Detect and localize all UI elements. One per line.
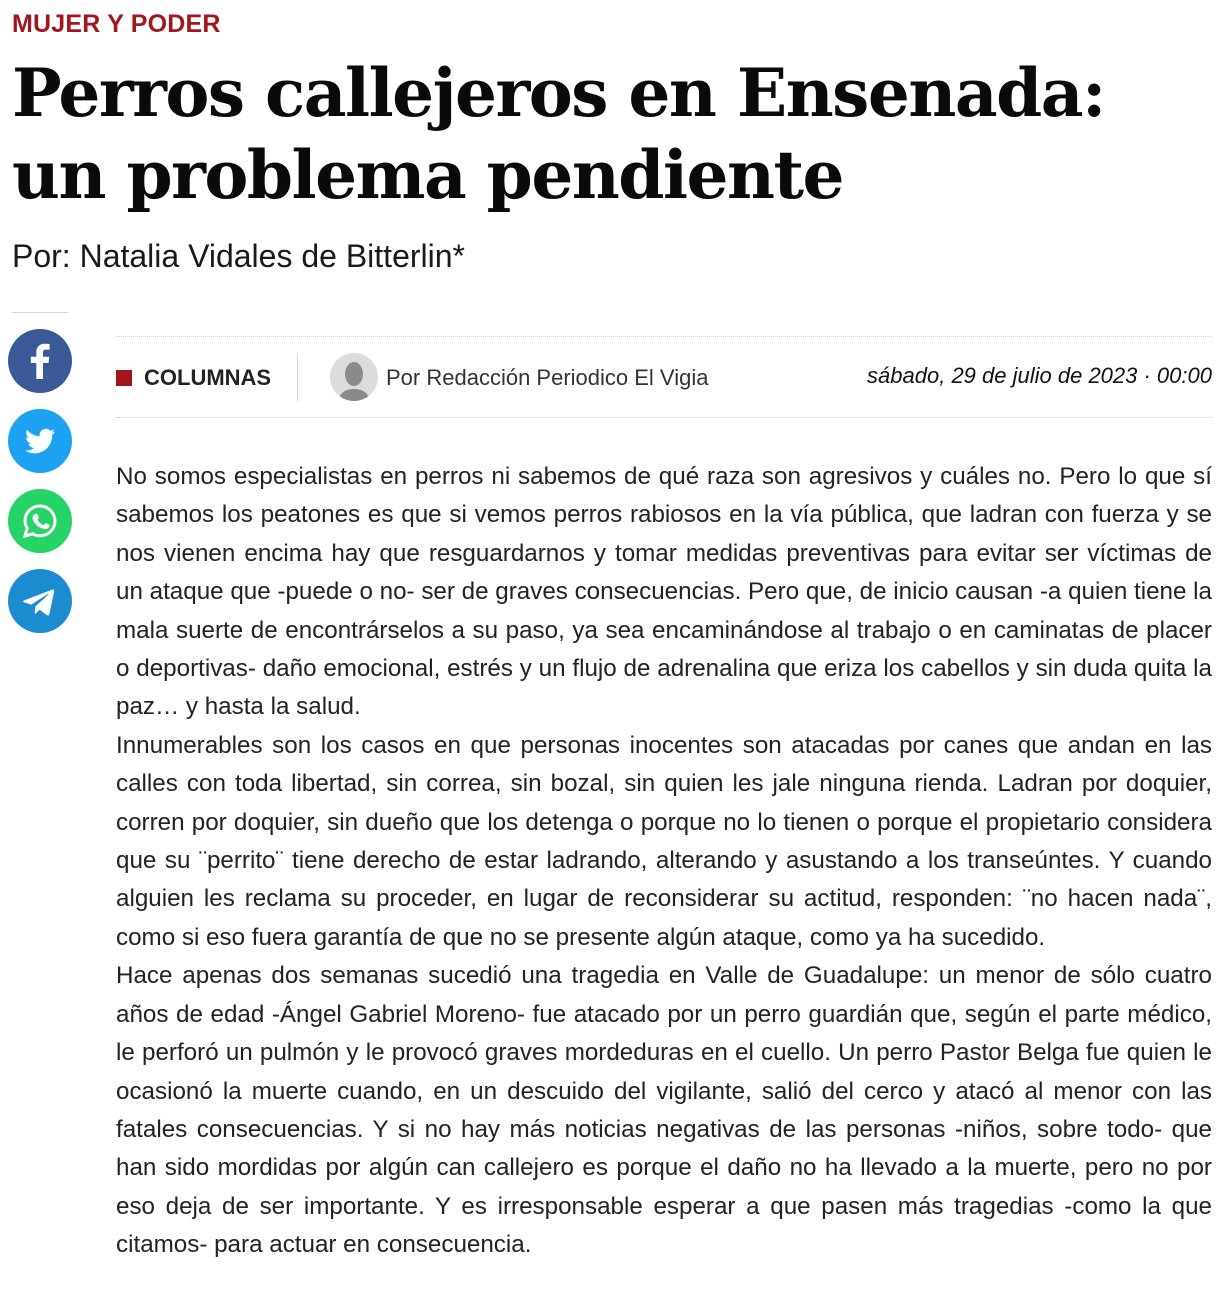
category-marker	[116, 370, 132, 386]
twitter-icon	[8, 409, 72, 473]
article-meta-bar	[116, 336, 1212, 418]
share-facebook-button[interactable]	[8, 329, 72, 393]
article-paragraph: Hace apenas dos semanas sucedió una tragedia en Valle de Guadalupe: un menor de sólo cuatro años de edad -Ángel Gabriel Moreno- fue atacado por un perro guardián que, según el parte médico, le perforó un pulmón y le provocó graves mordeduras en el cuello. Un perro Pastor Belga fue quien le ocasionó la muerte cuando, en un descuido del vigilante, salió del cerco y atacó al menor con las fatales consecuencias. Y si no hay más noticias negativas de las personas -niños, sobre todo- que han sido mordidas por algún can callejero es porque el daño no ha llevado a la muerte, pero no por eso deja de ser importante. Y es irresponsable esperar a que pasen más tragedias -como la que citamos- para actuar en consecuencia.	[116, 962, 1212, 1259]
facebook-icon	[8, 329, 72, 393]
meta-separator	[297, 353, 298, 401]
author-name[interactable]: Por Redacción Periodico El Vigia	[386, 365, 709, 390]
share-divider	[12, 312, 68, 313]
user-silhouette-icon	[330, 353, 378, 401]
article-body	[116, 458, 1212, 1265]
share-whatsapp-button[interactable]	[8, 489, 72, 553]
author-avatar[interactable]	[330, 353, 378, 401]
article-headline: Perros callejeros en Ensenada: un problema pendiente	[12, 54, 1105, 214]
publish-date: sábado, 29 de julio de 2023 · 00:00	[867, 363, 1212, 388]
article-paragraph: Innumerables son los casos en que personas inocentes son atacadas por canes que andan en las calles con toda libertad, sin correa, sin bozal, sin quien les jale ninguna rienda. Ladran por doquier, corren por doquier, sin dueño que los detenga o porque no lo tienen o porque el propietario considera que su ¨perrito¨ tiene derecho de estar ladrando, alterando y asustando a los transeúntes. Y cuando alguien les reclama su proceder, en lugar de reconsiderar su actitud, responden: ¨no hacen nada¨, como si eso fuera garantía de que no se presente algún ataque, como ya ha sucedido.	[116, 731, 1212, 951]
share-telegram-button[interactable]	[8, 569, 72, 633]
category-link[interactable]: COLUMNAS	[144, 365, 272, 390]
article-paragraph: No somos especialistas en perros ni sabemos de qué raza son agresivos y cuáles no. Pero lo que sí sabemos los peatones es que si vemos perros rabiosos en la vía pública, que ladran con fuerza y se nos vienen encima hay que resguardarnos y tomar medidas preventivas para evitar ser víctimas de un ataque que -puede o no- ser de graves consecuencias. Pero que, de inicio causan -a quien tiene la mala suerte de encontrárselos a su paso, ya sea encaminándose al trabajo o en caminatas de placer o deportivas- daño emocional, estrés y un flujo de adrenalina que eriza los cabellos y sin duda quita la paz… y hasta la salud.	[116, 463, 1212, 721]
share-twitter-button[interactable]	[8, 409, 72, 473]
telegram-icon	[8, 569, 72, 633]
article-byline: Por: Natalia Vidales de Bitterlin*	[12, 238, 465, 274]
section-label[interactable]: MUJER Y PODER	[12, 10, 221, 38]
whatsapp-icon	[8, 489, 72, 553]
